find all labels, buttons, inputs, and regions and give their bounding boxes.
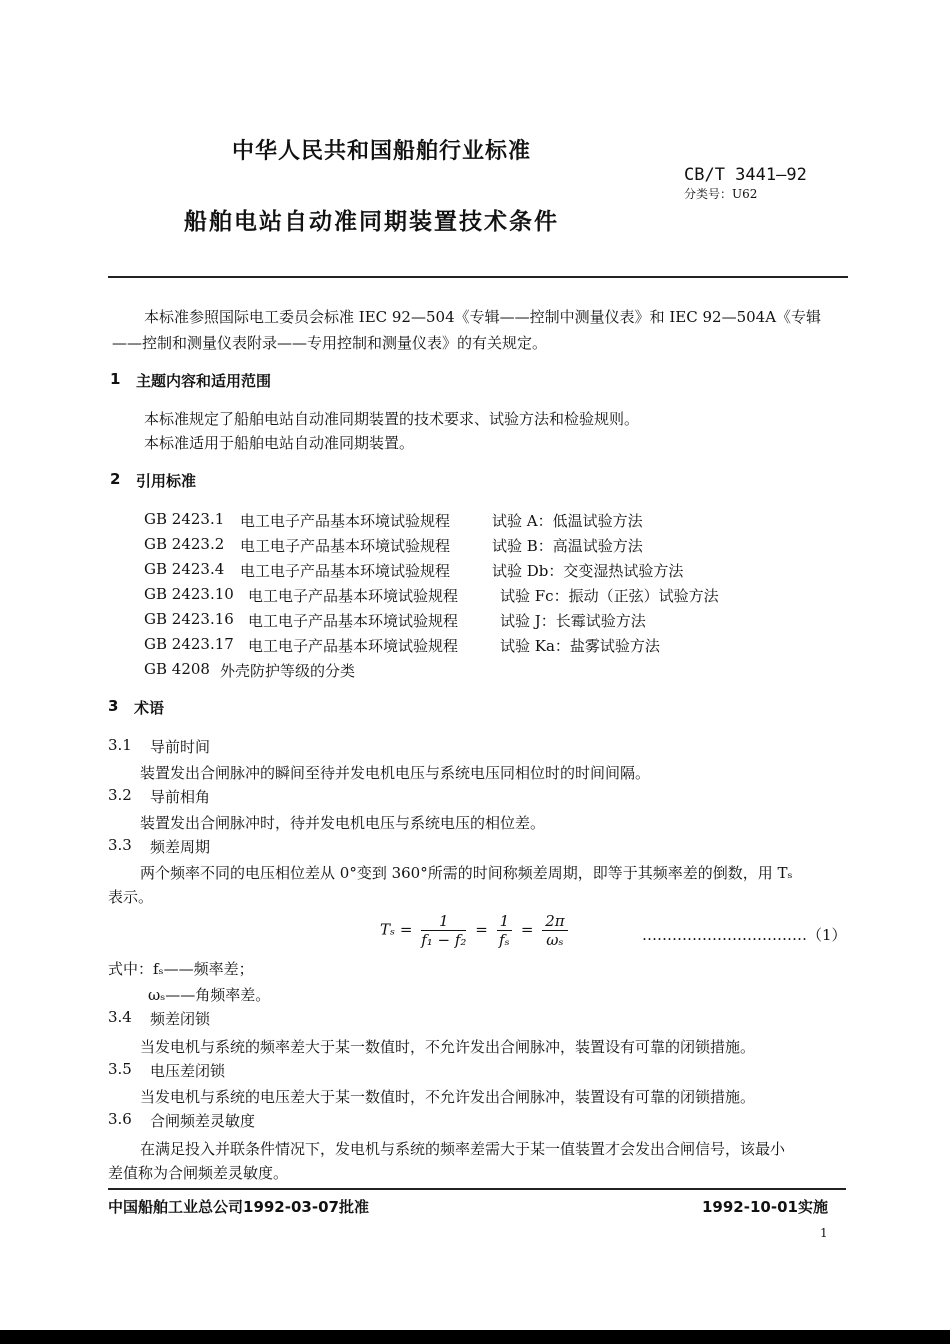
reference-name: 电工电子产品基本环境试验规程 [248,612,459,630]
reference-code: GB 2423.4 [144,560,225,578]
equation-equals: = [520,920,534,939]
fraction-1 [421,912,466,949]
term-3-1-title: 导前时间 [150,738,211,756]
equation-equals: = [475,920,488,939]
footer-rule [108,1188,846,1190]
reference-code: GB 2423.17 [144,635,234,653]
document-title: 船舶电站自动准同期装置技术条件 [184,209,559,235]
term-3-6-text-1: 在满足投入并联条件情况下，发电机与系统的频率差需大于某一值装置才会发出合闸信号，该最小 [140,1140,786,1158]
term-3-3-text-1: 两个频率不同的电压相位差从 0°变到 360°所需的时间称频差周期，即等于其频率差的倒数，用 Tₛ [140,864,793,882]
reference-name: 外壳防护等级的分类 [220,662,356,680]
reference-name: 电工电子产品基本环境试验规程 [248,637,459,655]
reference-test: 试验 Fc：振动（正弦）试验方法 [500,587,719,605]
fraction-3-numerator: 2π [542,912,567,931]
classification-code: 分类号：U62 [684,187,758,201]
section-3-title: 术语 [134,699,165,717]
page-number: 1 [820,1226,828,1240]
term-3-6-text-2: 差值称为合闸频差灵敏度。 [108,1164,289,1182]
equation-lhs: Tₛ = [380,920,413,939]
term-3-1-number: 3.1 [108,736,132,754]
term-3-2-number: 3.2 [108,786,132,804]
issuing-body-title: 中华人民共和国船舶行业标准 [232,139,532,164]
fraction-3 [542,912,567,949]
reference-name: 电工电子产品基本环境试验规程 [240,512,451,530]
reference-test: 试验 Ka：盐雾试验方法 [500,637,660,655]
term-3-3-title: 频差周期 [150,838,211,856]
section-1-paragraph-2: 本标准适用于船舶电站自动准同期装置。 [144,434,415,452]
section-1-paragraph-1: 本标准规定了船舶电站自动准同期装置的技术要求、试验方法和检验规则。 [144,410,640,428]
reference-name: 电工电子产品基本环境试验规程 [240,562,451,580]
term-3-4-title: 频差闭锁 [150,1010,211,1028]
fraction-2 [497,912,513,949]
section-1-title: 主题内容和适用范围 [136,372,272,390]
term-3-2-title: 导前相角 [150,788,211,806]
approval-line: 中国船舶工业总公司1992-03-07批准 [108,1198,369,1216]
reference-code: GB 2423.10 [144,585,234,603]
reference-code: GB 2423.1 [144,510,225,528]
fraction-1-numerator: 1 [421,912,466,931]
reference-name: 电工电子产品基本环境试验规程 [248,587,459,605]
term-3-6-number: 3.6 [108,1110,132,1128]
term-3-4-number: 3.4 [108,1008,132,1026]
term-3-1-text: 装置发出合闸脉冲的瞬间至待并发电机电压与系统电压同相位时的时间间隔。 [140,764,651,782]
header-rule [108,276,848,278]
term-3-5-text: 当发电机与系统的电压差大于某一数值时，不允许发出合闸脉冲，装置设有可靠的闭锁措施。 [140,1088,756,1106]
term-3-3-text-2: 表示。 [108,888,154,906]
term-3-6-title: 合闸频差灵敏度 [150,1112,256,1130]
reference-code: GB 2423.16 [144,610,234,628]
standard-number: CB/T 3441—92 [684,165,807,185]
section-2-number: 2 [110,470,121,488]
reference-test: 试验 A：低温试验方法 [492,512,643,530]
reference-test: 试验 Db：交变湿热试验方法 [492,562,684,580]
term-3-5-number: 3.5 [108,1060,132,1078]
reference-code: GB 4208 [144,660,210,678]
reference-code: GB 2423.2 [144,535,225,553]
term-3-3-number: 3.3 [108,836,132,854]
fraction-1-denominator: f₁ − f₂ [421,931,467,949]
section-1-number: 1 [110,370,121,388]
equation-1 [380,912,572,949]
equation-where-2: ωₛ——角频率差。 [148,986,271,1004]
fraction-3-denominator: ωₛ [546,931,564,949]
intro-line-1: 本标准参照国际电工委员会标准 IEC 92—504《专辑——控制中测量仪表》和 IEC 92—504A《专辑 [144,308,822,326]
effective-date: 1992-10-01实施 [702,1198,828,1216]
fraction-2-denominator: fₛ [499,931,510,949]
reference-name: 电工电子产品基本环境试验规程 [240,537,451,555]
intro-line-2: ——控制和测量仪表附录——专用控制和测量仪表》的有关规定。 [112,334,548,352]
term-3-5-title: 电压差闭锁 [150,1062,226,1080]
reference-test: 试验 B：高温试验方法 [492,537,643,555]
term-3-2-text: 装置发出合闸脉冲时，待并发电机电压与系统电压的相位差。 [140,814,546,832]
term-3-4-text: 当发电机与系统的频率差大于某一数值时，不允许发出合闸脉冲，装置设有可靠的闭锁措施。 [140,1038,756,1056]
section-3-number: 3 [108,697,119,715]
section-2-title: 引用标准 [136,472,197,490]
fraction-2-numerator: 1 [497,912,513,931]
equation-where-1: 式中：fₛ——频率差； [108,960,254,978]
equation-label: ……………………………（1） [642,926,847,944]
reference-test: 试验 J：长霉试验方法 [500,612,646,630]
scan-edge [0,1330,950,1344]
